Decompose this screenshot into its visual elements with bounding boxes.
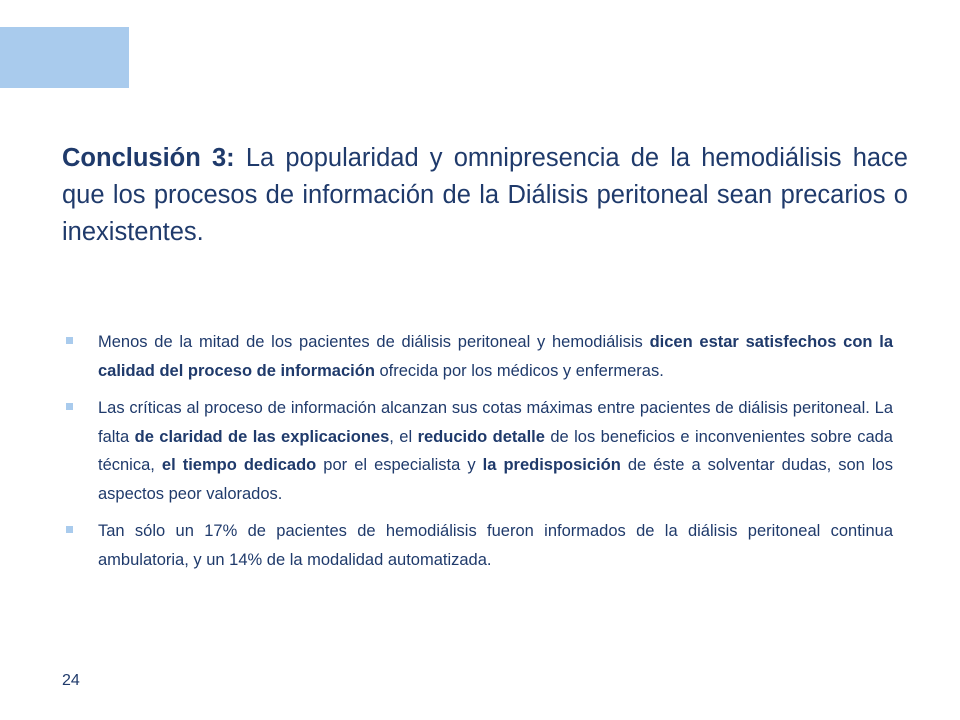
bullet-text: Las críticas al proceso de información alcanzan sus cotas máximas entre pacientes de diálisis peritoneal. La falta [98, 399, 893, 446]
bullet-item-1 [62, 328, 893, 385]
bullet-text: ofrecida por los médicos y enfermeras. [374, 361, 664, 380]
conclusion-heading [62, 140, 908, 251]
bullet-item-3 [62, 517, 893, 574]
bullet-text: por el especialista y [316, 456, 483, 474]
bullet-emphasis: el tiempo dedicado [161, 456, 317, 474]
page-number: 24 [62, 672, 80, 689]
bullet-text: de éste a solventar dudas, son los aspectos peor valorados. [98, 456, 893, 503]
bullet-list [62, 328, 893, 583]
square-bullet-icon [66, 526, 73, 533]
bullet-text: Tan sólo un 17% de pacientes de hemodiálisis fueron informados de la diálisis peritoneal continua ambulatoria, y un 14% de la modalidad automatizada. [98, 522, 893, 569]
square-bullet-icon [66, 337, 73, 344]
bullet-emphasis: de claridad de las explicaciones [134, 427, 390, 446]
square-bullet-icon [66, 403, 73, 410]
conclusion-text: La popularidad y omnipresencia de la hemodiálisis hace que los procesos de información de la Diálisis peritoneal sean precarios o inexistentes. [62, 144, 908, 246]
bullet-text: Menos de la mitad de los pacientes de diálisis peritoneal y hemodiálisis [98, 333, 650, 351]
bullet-text: de los beneficios e inconvenientes sobre cada técnica, [98, 427, 893, 474]
bullet-text: , el [389, 427, 418, 446]
bullet-item-2 [62, 394, 893, 508]
bullet-emphasis: dicen estar satisfechos con la calidad del proceso de información [98, 333, 893, 380]
decorative-accent-block [0, 27, 129, 88]
conclusion-lead: Conclusión 3: [62, 144, 235, 172]
bullet-emphasis: la predisposición [482, 456, 621, 474]
bullet-emphasis: reducido detalle [417, 427, 545, 446]
